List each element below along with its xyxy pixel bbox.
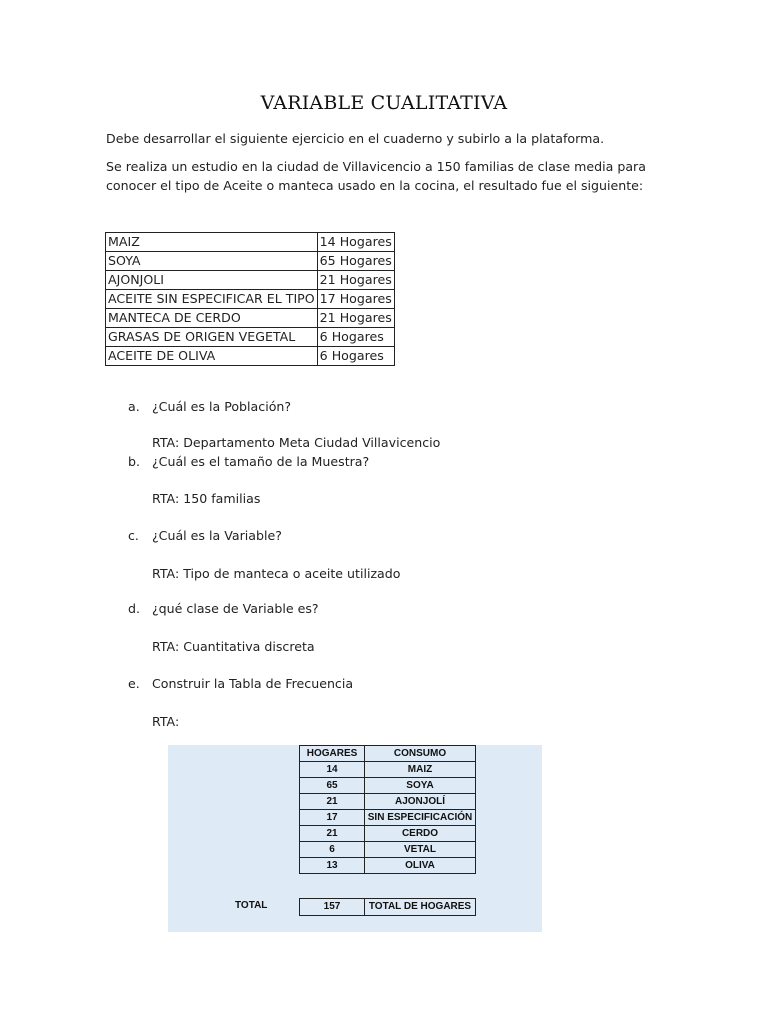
table-cell: 65	[300, 778, 365, 794]
table-cell-value: 21 Hogares	[317, 309, 394, 328]
answer-e: RTA:	[152, 714, 180, 729]
frequency-table	[299, 745, 476, 874]
question-text: ¿Cuál es la Población?	[152, 399, 292, 414]
question-letter: c.	[128, 528, 139, 543]
description-text: Se realiza un estudio en la ciudad de Villavicencio a 150 familias de clase media para conocer el tipo de Aceite o manteca usado en la cocina, el resultado fue el siguiente:	[106, 159, 646, 193]
table-row	[106, 309, 395, 328]
total-row	[299, 898, 476, 916]
table-cell-value: 14 Hogares	[317, 233, 394, 252]
table-cell-item: MANTECA DE CERDO	[106, 309, 318, 328]
answer-b: RTA: 150 familias	[152, 491, 261, 506]
table-row	[300, 810, 476, 826]
table-cell-value: 21 Hogares	[317, 271, 394, 290]
table-row	[300, 842, 476, 858]
answer-d: RTA: Cuantitativa discreta	[152, 639, 315, 654]
table-row	[106, 271, 395, 290]
table-row	[300, 899, 476, 916]
table-cell: 17	[300, 810, 365, 826]
question-text: ¿Cuál es el tamaño de la Muestra?	[152, 454, 370, 469]
table-cell-item: MAIZ	[106, 233, 318, 252]
table-row	[300, 762, 476, 778]
table-cell-item: ACEITE SIN ESPECIFICAR EL TIPO	[106, 290, 318, 309]
table-cell: 21	[300, 794, 365, 810]
table-cell-item: GRASAS DE ORIGEN VEGETAL	[106, 328, 318, 347]
table-cell: 21	[300, 826, 365, 842]
table-cell: VETAL	[365, 842, 476, 858]
question-letter: b.	[128, 454, 140, 469]
table-row	[300, 826, 476, 842]
answer-a: RTA: Departamento Meta Ciudad Villavicencio	[152, 435, 441, 450]
table-cell: SIN ESPECIFICACIÓN	[365, 810, 476, 826]
table-cell-item: ACEITE DE OLIVA	[106, 347, 318, 366]
answer-c: RTA: Tipo de manteca o aceite utilizado	[152, 566, 401, 581]
table-cell: AJONJOLÍ	[365, 794, 476, 810]
table-cell-value: 6 Hogares	[317, 328, 394, 347]
frequency-table-panel	[168, 745, 542, 932]
table-cell: OLIVA	[365, 858, 476, 874]
question-text: ¿qué clase de Variable es?	[152, 601, 319, 616]
question-text: Construir la Tabla de Frecuencia	[152, 676, 354, 691]
table-row	[106, 252, 395, 271]
question-letter: e.	[128, 676, 140, 691]
table-cell: CERDO	[365, 826, 476, 842]
table-cell: MAIZ	[365, 762, 476, 778]
intro-text: Debe desarrollar el siguiente ejercicio en el cuaderno y subirlo a la plataforma.	[106, 131, 605, 146]
table-row	[106, 328, 395, 347]
question-letter: a.	[128, 399, 140, 414]
table-cell-value: 65 Hogares	[317, 252, 394, 271]
question-letter: d.	[128, 601, 140, 616]
page-title: VARIABLE CUALITATIVA	[260, 92, 508, 114]
total-value: 157	[300, 899, 365, 916]
table-cell: 14	[300, 762, 365, 778]
data-table	[105, 232, 395, 366]
column-header: CONSUMO	[365, 746, 476, 762]
table-cell: SOYA	[365, 778, 476, 794]
total-label: TOTAL	[235, 900, 268, 911]
table-cell-item: SOYA	[106, 252, 318, 271]
question-text: ¿Cuál es la Variable?	[152, 528, 282, 543]
table-row	[106, 290, 395, 309]
table-row	[300, 794, 476, 810]
table-header-row	[300, 746, 476, 762]
table-row	[106, 233, 395, 252]
table-cell: 6	[300, 842, 365, 858]
table-cell: 13	[300, 858, 365, 874]
table-cell-value: 6 Hogares	[317, 347, 394, 366]
table-cell-value: 17 Hogares	[317, 290, 394, 309]
total-text: TOTAL DE HOGARES	[365, 899, 476, 916]
table-row	[300, 858, 476, 874]
column-header: HOGARES	[300, 746, 365, 762]
table-row	[106, 347, 395, 366]
table-cell-item: AJONJOLI	[106, 271, 318, 290]
table-row	[300, 778, 476, 794]
